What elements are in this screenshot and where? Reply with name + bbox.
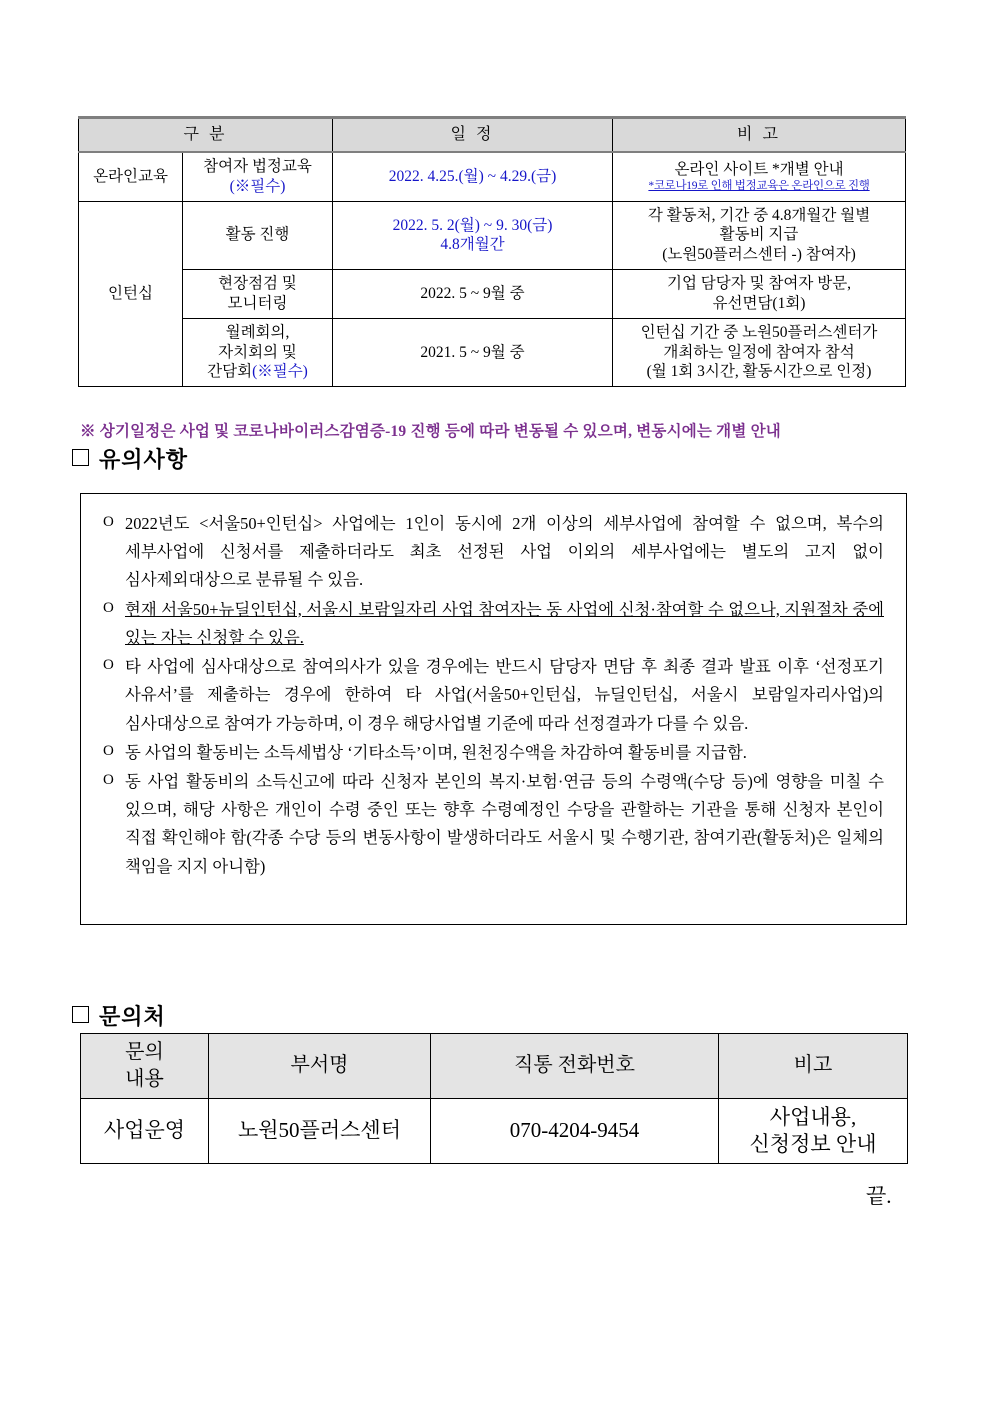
- item-title-2: 자치회의 및: [218, 343, 297, 361]
- schedule-change-notice: ※ 상기일정은 사업 및 코로나바이러스감염증-19 진행 등에 따라 변동될 수 있으며, 변동시에는 개별 안내: [80, 423, 781, 440]
- cell-remark-activity: [613, 201, 906, 269]
- table-row: [79, 201, 906, 269]
- column-header-remark: 비고: [719, 1034, 908, 1099]
- inquiry-header-line-1: 문의: [125, 1040, 164, 1063]
- cell-remark-monitoring: [613, 270, 906, 319]
- item-title: 참여자 법정교육: [203, 158, 312, 175]
- cell-item-meetings: [183, 318, 333, 386]
- column-header-phone: 직통 전화번호: [431, 1034, 719, 1099]
- section-heading-notice: [72, 443, 188, 474]
- remark-line-1: 사업내용,: [769, 1104, 857, 1129]
- schedule-table-header: [79, 118, 906, 153]
- table-header-row: [81, 1034, 908, 1099]
- notice-item-text: 타 사업에 심사대상으로 참여의사가 있을 경우에는 반드시 담당자 면담 후 최종 결과 발표 이후 ‘선정포기 사유서’를 제출하는 경우에 한하여 타 사업(서울50+인턴십, 뉴딜인턴십, 서울시 보람일자리사업)의 심사대상으로 참여가 가능하며, 이 경우 해당사업별 기준에 따라 선정결과가 다를 수 있음.: [125, 657, 884, 733]
- schedule-line-1: 2022. 5. 2(월) ~ 9. 30(금): [392, 216, 553, 234]
- remark-line-2: 활동비 지급: [719, 226, 799, 244]
- item-title-3-text: 간담회: [207, 363, 253, 381]
- cell-item-activity: [183, 201, 333, 269]
- square-bullet-icon: [72, 1006, 89, 1023]
- square-bullet-icon: [72, 449, 89, 466]
- table-row: [79, 270, 906, 319]
- table-header-row: [79, 118, 906, 153]
- cell-department: 노원50플러스센터: [209, 1099, 431, 1164]
- document-end-mark: 끝.: [866, 1184, 892, 1208]
- contact-table-body: [81, 1099, 908, 1164]
- notice-item-text: 2022년도 <서울50+인턴십> 사업에는 1인이 동시에 2개 이상의 세부사업에 참여할 수 없으며, 복수의 세부사업에 신청서를 제출하더라도 최초 선정된 사업 이외의 세부사업에는 별도의 고지 없이 심사제외대상으로 분류될 수 있음.: [125, 514, 884, 590]
- remark-line-1: 기업 담당자 및 참여자 방문,: [666, 275, 852, 293]
- schedule-table-container: [78, 116, 905, 387]
- notice-bullet-icon: O: [103, 771, 114, 788]
- contact-table-header: [81, 1034, 908, 1099]
- remark-line-3: (노원50플러스센터 -) 참여자): [662, 246, 856, 264]
- column-header-schedule: 일 정: [333, 118, 613, 153]
- cell-remark-online-education: [613, 152, 906, 201]
- notice-bullet-icon: O: [103, 657, 114, 674]
- item-required-note: (※필수): [252, 363, 308, 381]
- remark-line-2: 신청정보 안내: [749, 1132, 877, 1156]
- item-title: 현장점검 및: [218, 275, 297, 293]
- cell-item-monitoring: [183, 270, 333, 319]
- schedule-line-2: 4.8개월간: [440, 236, 505, 254]
- schedule-line-1: 2022. 5 ~ 9월 중: [420, 285, 525, 303]
- schedule-table: [78, 116, 906, 387]
- notice-bullet-icon: O: [103, 514, 114, 530]
- section-heading-contact-label: 문의처: [99, 1004, 166, 1029]
- notice-item: [103, 768, 884, 881]
- remark-line-1: 각 활동처, 기간 중 4.8개월간 월별: [647, 206, 871, 224]
- notice-item-text: 동 사업의 활동비는 소득세법상 ‘기타소득’이며, 원천징수액을 차감하여 활동비를 지급함.: [125, 742, 747, 762]
- notice-bullet-icon: O: [103, 742, 114, 759]
- item-title: 활동 진행: [225, 226, 290, 244]
- notice-bullet-icon: O: [103, 599, 114, 616]
- cell-item-legal-education: [183, 152, 333, 201]
- cell-schedule-meetings: [333, 318, 613, 386]
- table-row: [81, 1099, 908, 1164]
- cell-phone-number: 070-4204-9454: [431, 1099, 719, 1164]
- cell-inquiry-type: 사업운영: [81, 1099, 209, 1164]
- section-heading-notice-label: 유의사항: [99, 447, 189, 472]
- item-required-note: (※필수): [229, 177, 286, 195]
- column-header-remark: 비 고: [613, 118, 906, 153]
- cell-schedule-activity: [333, 201, 613, 269]
- notice-item-text: 동 사업 활동비의 소득신고에 따라 신청자 본인의 복지·보험·연금 등의 수령액(수당 등)에 영향을 미칠 수 있으며, 해당 사항은 개인이 수령 중인 또는 향후 수령예정인 수당을 관할하는 기관을 통해 신청자 본인이 직접 확인해야 함(각종 수당 등의 변동사항이 발생하더라도 서울시 및 수행기관, 참여기관(활동처)은 일체의 책임을 지지 아니함): [125, 771, 884, 876]
- cell-schedule-online-education: [333, 152, 613, 201]
- notice-item-text: 현재 서울50+뉴딜인턴십, 서울시 보람일자리 사업 참여자는 동 사업에 신청·참여할 수 없으나, 지원절차 중에 있는 자는 신청할 수 있음.: [125, 599, 884, 647]
- cell-remark: [719, 1099, 908, 1164]
- table-row: [79, 318, 906, 386]
- item-title-2: 모니터링: [227, 294, 288, 312]
- column-header-department: 부서명: [209, 1034, 431, 1099]
- notice-box: [80, 493, 907, 925]
- item-title-3: [186, 362, 329, 382]
- schedule-table-body: [79, 152, 906, 387]
- contact-table: [80, 1033, 908, 1164]
- section-heading-contact: [72, 1000, 166, 1031]
- cell-category-online-education: 온라인교육: [79, 152, 183, 201]
- notice-item: [103, 510, 884, 595]
- remark-line-2: 개최하는 일정에 참여자 참석: [663, 343, 855, 361]
- notice-item: [103, 596, 884, 652]
- remark-line-3: (월 1회 3시간, 활동시간으로 인정): [646, 363, 872, 381]
- column-header-category: 구 분: [79, 118, 333, 153]
- remark-line-2: *코로나19로 인해 법정교육은 온라인으로 진행: [648, 180, 870, 193]
- notice-item: [103, 653, 884, 738]
- cell-schedule-monitoring: [333, 270, 613, 319]
- column-header-inquiry-type: [81, 1034, 209, 1099]
- notice-item: [103, 739, 884, 767]
- item-title: 월례회의,: [225, 323, 290, 341]
- remark-line-1: 온라인 사이트 *개별 안내: [674, 160, 844, 178]
- remark-line-1: 인턴십 기간 중 노원50플러스센터가: [640, 323, 878, 341]
- cell-category-internship: 인턴십: [79, 201, 183, 387]
- inquiry-header-line-2: 내용: [125, 1068, 164, 1090]
- schedule-line-1: 2021. 5 ~ 9월 중: [420, 343, 525, 361]
- remark-line-2: 유선면담(1회): [712, 294, 806, 312]
- contact-table-container: [80, 1033, 907, 1164]
- cell-remark-meetings: [613, 318, 906, 386]
- schedule-line-1: 2022. 4.25.(월) ~ 4.29.(금): [388, 167, 557, 185]
- table-row: [79, 152, 906, 201]
